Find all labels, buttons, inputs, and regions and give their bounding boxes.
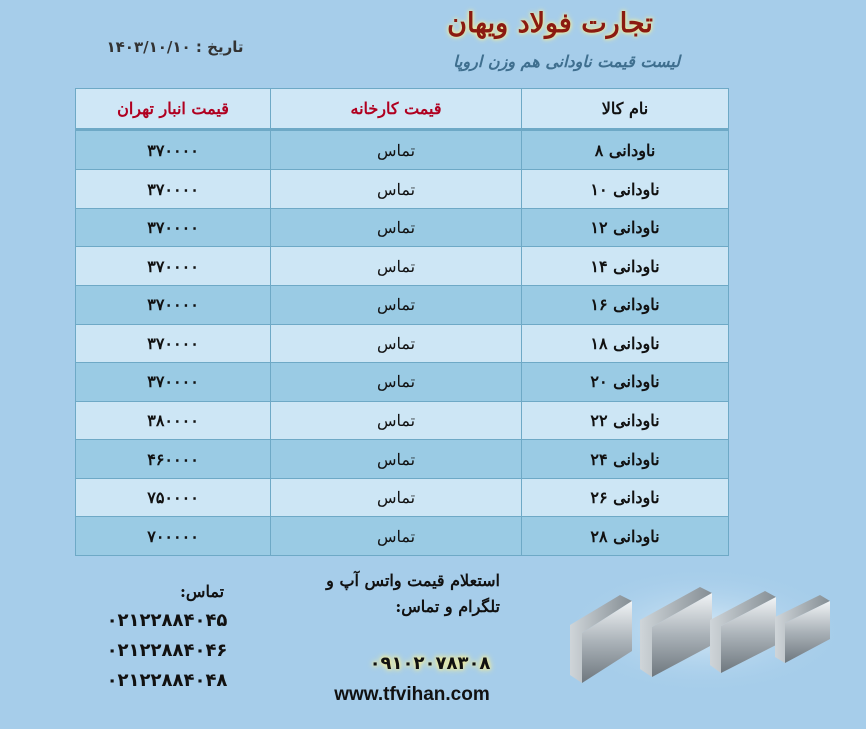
mobile-number[interactable]: ۰۹۱۰۲۰۷۸۳۰۸ [369, 653, 491, 674]
table-header-row [76, 89, 729, 130]
factory-price-cell: تماس [271, 324, 522, 363]
product-name-cell: ناودانی ۱۸ [522, 324, 729, 363]
table-body [76, 130, 729, 556]
header-stock-price: قیمت انبار تهران [76, 89, 271, 130]
product-name-cell: ناودانی ۲۲ [522, 401, 729, 440]
header-factory-price: قیمت کارخانه [271, 89, 522, 130]
factory-price-cell: تماس [271, 208, 522, 247]
factory-price-cell: تماس [271, 286, 522, 325]
header-product-name: نام کالا [522, 89, 729, 130]
table-row [76, 401, 729, 440]
product-name-cell: ناودانی ۱۶ [522, 286, 729, 325]
factory-price-cell: تماس [271, 517, 522, 556]
price-list-subtitle: لیست قیمت ناودانی هم وزن اروپا [453, 52, 680, 71]
stock-price-cell: ۷۵۰۰۰۰ [76, 478, 271, 517]
factory-price-cell: تماس [271, 478, 522, 517]
product-name-cell: ناودانی ۱۴ [522, 247, 729, 286]
phone-list [92, 606, 242, 696]
phone-number[interactable]: ۰۲۱۲۲۸۸۴۰۴۵ [106, 610, 228, 631]
product-name-cell: ناودانی ۲۶ [522, 478, 729, 517]
whatsapp-line-2: تلگرام و تماس: [395, 597, 500, 616]
table-row [76, 208, 729, 247]
product-name-cell: ناودانی ۱۰ [522, 170, 729, 209]
price-table [75, 88, 729, 556]
date-label: تاریخ : [195, 38, 244, 56]
stock-price-cell: ۳۷۰۰۰۰ [76, 170, 271, 209]
stock-price-cell: ۳۷۰۰۰۰ [76, 247, 271, 286]
stock-price-cell: ۳۷۰۰۰۰ [76, 363, 271, 402]
phone-number[interactable]: ۰۲۱۲۲۸۸۴۰۴۸ [106, 670, 228, 691]
factory-price-cell: تماس [271, 130, 522, 170]
product-name-cell: ناودانی ۲۸ [522, 517, 729, 556]
whatsapp-telegram-note [300, 568, 500, 620]
table-row [76, 170, 729, 209]
table-row [76, 363, 729, 402]
table-row [76, 130, 729, 170]
factory-price-cell: تماس [271, 247, 522, 286]
table-row [76, 247, 729, 286]
product-name-cell: ناودانی ۸ [522, 130, 729, 170]
product-name-cell: ناودانی ۲۰ [522, 363, 729, 402]
factory-price-cell: تماس [271, 170, 522, 209]
table-row [76, 478, 729, 517]
stock-price-cell: ۳۷۰۰۰۰ [76, 286, 271, 325]
product-name-cell: ناودانی ۲۴ [522, 440, 729, 479]
stock-price-cell: ۳۷۰۰۰۰ [76, 324, 271, 363]
stock-price-cell: ۷۰۰۰۰۰ [76, 517, 271, 556]
steel-channel-image [560, 565, 850, 695]
stock-price-cell: ۳۸۰۰۰۰ [76, 401, 271, 440]
factory-price-cell: تماس [271, 363, 522, 402]
stock-price-cell: ۳۷۰۰۰۰ [76, 208, 271, 247]
website-link[interactable]: www.tfvihan.com [334, 684, 490, 705]
stock-price-cell: ۴۶۰۰۰۰ [76, 440, 271, 479]
table-row [76, 517, 729, 556]
table-row [76, 324, 729, 363]
factory-price-cell: تماس [271, 401, 522, 440]
factory-price-cell: تماس [271, 440, 522, 479]
company-title: تجارت فولاد ویهان [447, 8, 653, 39]
product-name-cell: ناودانی ۱۲ [522, 208, 729, 247]
whatsapp-line-1: استعلام قیمت واتس آپ و [326, 571, 500, 590]
date-value: ۱۴۰۳/۱۰/۱۰ [106, 38, 191, 56]
phone-number[interactable]: ۰۲۱۲۲۸۸۴۰۴۶ [106, 640, 228, 661]
date-line [90, 38, 260, 56]
table-row [76, 286, 729, 325]
contact-label: تماس: [180, 582, 225, 601]
stock-price-cell: ۳۷۰۰۰۰ [76, 130, 271, 170]
table-row [76, 440, 729, 479]
